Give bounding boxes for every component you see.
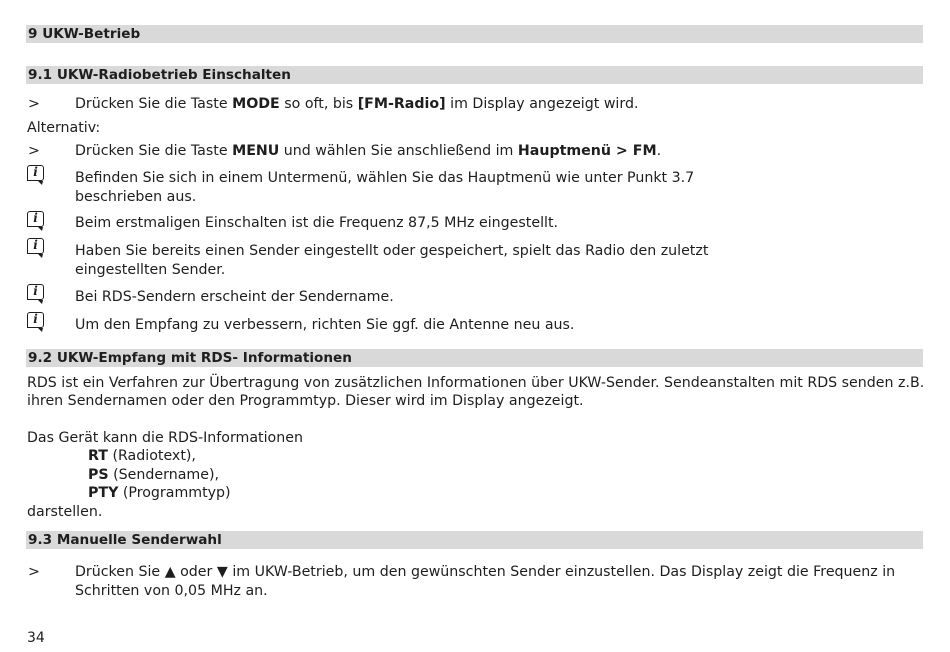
- rds-info-intro: Das Gerät kann die RDS-Informationen: [27, 430, 303, 446]
- info-icon: i: [27, 312, 44, 328]
- note-last-station: Haben Sie bereits einen Sender eingestellt oder gespeichert, spielt das Radio den zuletzt eingestellten Sender.: [75, 243, 709, 278]
- note-frequency: Beim erstmaligen Einschalten ist die Frequenz 87,5 MHz eingestellt.: [75, 215, 559, 231]
- triangle-down-icon: ▼: [216, 564, 228, 580]
- info-icon: i: [27, 211, 44, 227]
- step-marker: >: [28, 96, 40, 112]
- rds-item-ps: PS (Sendername),: [88, 467, 219, 483]
- section-heading-9-1: 9.1 UKW-Radiobetrieb Einschalten: [26, 66, 923, 84]
- note-antenna: Um den Empfang zu verbessern, richten Sie ggf. die Antenne neu aus.: [75, 317, 575, 333]
- triangle-up-icon: ▲: [164, 564, 176, 580]
- section-heading-9-3: 9.3 Manuelle Senderwahl: [26, 531, 923, 549]
- rds-paragraph-line-2: ihren Sendernamen oder den Programmtyp. Dieser wird im Display angezeigt.: [27, 393, 584, 409]
- rds-item-pty: PTY (Programmtyp): [88, 485, 231, 501]
- step-manual-tuning: Drücken Sie ▲ oder ▼ im UKW-Betrieb, um den gewünschten Sender einzustellen. Das Display zeigt die Frequenz in Schritten von 0,05 MHz an.: [75, 564, 896, 599]
- note-rds-name: Bei RDS-Sendern erscheint der Sendername.: [75, 289, 394, 305]
- rds-info-outro: darstellen.: [27, 504, 103, 520]
- note-submenu: Befinden Sie sich in einem Untermenü, wählen Sie das Hauptmenü wie unter Punkt 3.7 beschrieben aus.: [75, 170, 695, 205]
- alternative-label: Alternativ:: [27, 120, 101, 136]
- page-number: 34: [27, 630, 45, 646]
- info-icon: i: [27, 238, 44, 254]
- section-heading-9-2: 9.2 UKW-Empfang mit RDS- Informationen: [26, 349, 923, 367]
- rds-paragraph-line-1: RDS ist ein Verfahren zur Übertragung von zusätzlichen Informationen über UKW-Sender. Sendeanstalten mit RDS senden z.B.: [27, 375, 925, 391]
- rds-item-rt: RT (Radiotext),: [88, 448, 196, 464]
- info-icon: i: [27, 165, 44, 181]
- step-menu: Drücken Sie die Taste MENU und wählen Sie anschließend im Hauptmenü > FM.: [75, 143, 662, 159]
- info-icon: i: [27, 284, 44, 300]
- section-heading-9: 9 UKW-Betrieb: [26, 25, 923, 43]
- step-mode: Drücken Sie die Taste MODE so oft, bis [FM-Radio] im Display angezeigt wird.: [75, 96, 639, 112]
- step-marker: >: [28, 564, 40, 580]
- step-marker: >: [28, 143, 40, 159]
